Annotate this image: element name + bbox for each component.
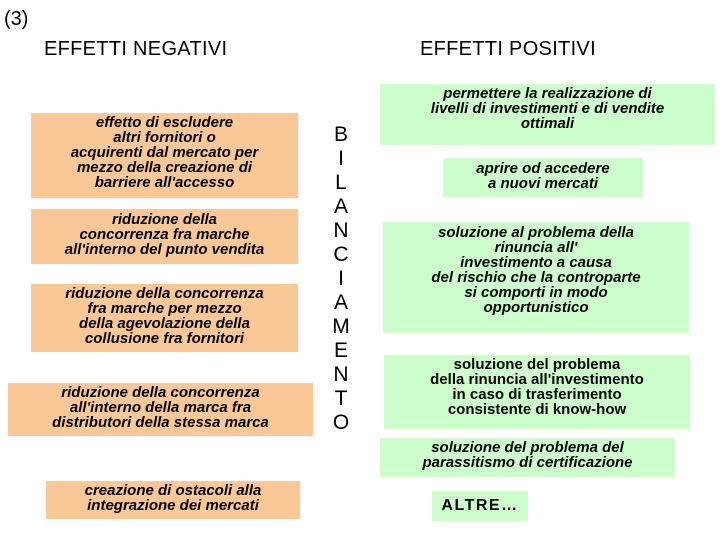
vertical-letter: L xyxy=(335,171,347,194)
negative-effect-box: riduzione della concorrenza fra marche all'interno del punto vendita xyxy=(31,209,298,264)
vertical-letter: O xyxy=(332,411,350,434)
vertical-letter: N xyxy=(333,219,349,242)
negative-effects-heading: EFFETTI NEGATIVI xyxy=(44,38,228,60)
negative-effect-box: creazione di ostacoli alla integrazione dei mercati xyxy=(46,481,300,519)
negative-effect-box: riduzione della concorrenza all'interno della marca fra distributori della stessa marca xyxy=(8,383,313,436)
positive-effects-heading: EFFETTI POSITIVI xyxy=(420,38,596,60)
bilanciamento-vertical-label xyxy=(323,123,359,435)
positive-effect-box: soluzione del problema del parassitismo di certificazione xyxy=(380,438,675,477)
positive-effect-box: soluzione del problema della rinuncia all'investimento in caso di trasferimento consistente di know-how xyxy=(384,355,690,429)
vertical-letter: I xyxy=(338,267,344,290)
vertical-letter: T xyxy=(334,387,348,410)
positive-effect-box: permettere la realizzazione di livelli di investimenti e di vendite ottimali xyxy=(380,84,715,145)
vertical-letter: E xyxy=(333,339,348,362)
altre-label: ALTRE… xyxy=(432,491,528,521)
positive-effect-box: soluzione al problema della rinuncia all' investimento a causa del rischio che la controparte si comporti in modo opportunistico xyxy=(383,222,689,333)
vertical-letter: A xyxy=(333,195,348,218)
vertical-letter: N xyxy=(333,363,349,386)
negative-effect-box: riduzione della concorrenza fra marche per mezzo della agevolazione della collusione fra fornitori xyxy=(31,284,298,352)
vertical-letter: A xyxy=(333,291,348,314)
vertical-letter: M xyxy=(332,315,350,338)
vertical-letter: I xyxy=(338,147,344,170)
vertical-letter: C xyxy=(333,243,349,266)
slide-number: (3) xyxy=(4,8,29,30)
positive-effect-box: aprire od accedere a nuovi mercati xyxy=(443,158,643,197)
vertical-letter: B xyxy=(333,123,348,146)
negative-effect-box: effetto di escludere altri fornitori o acquirenti dal mercato per mezzo della creazione di barriere all'accesso xyxy=(31,113,298,198)
